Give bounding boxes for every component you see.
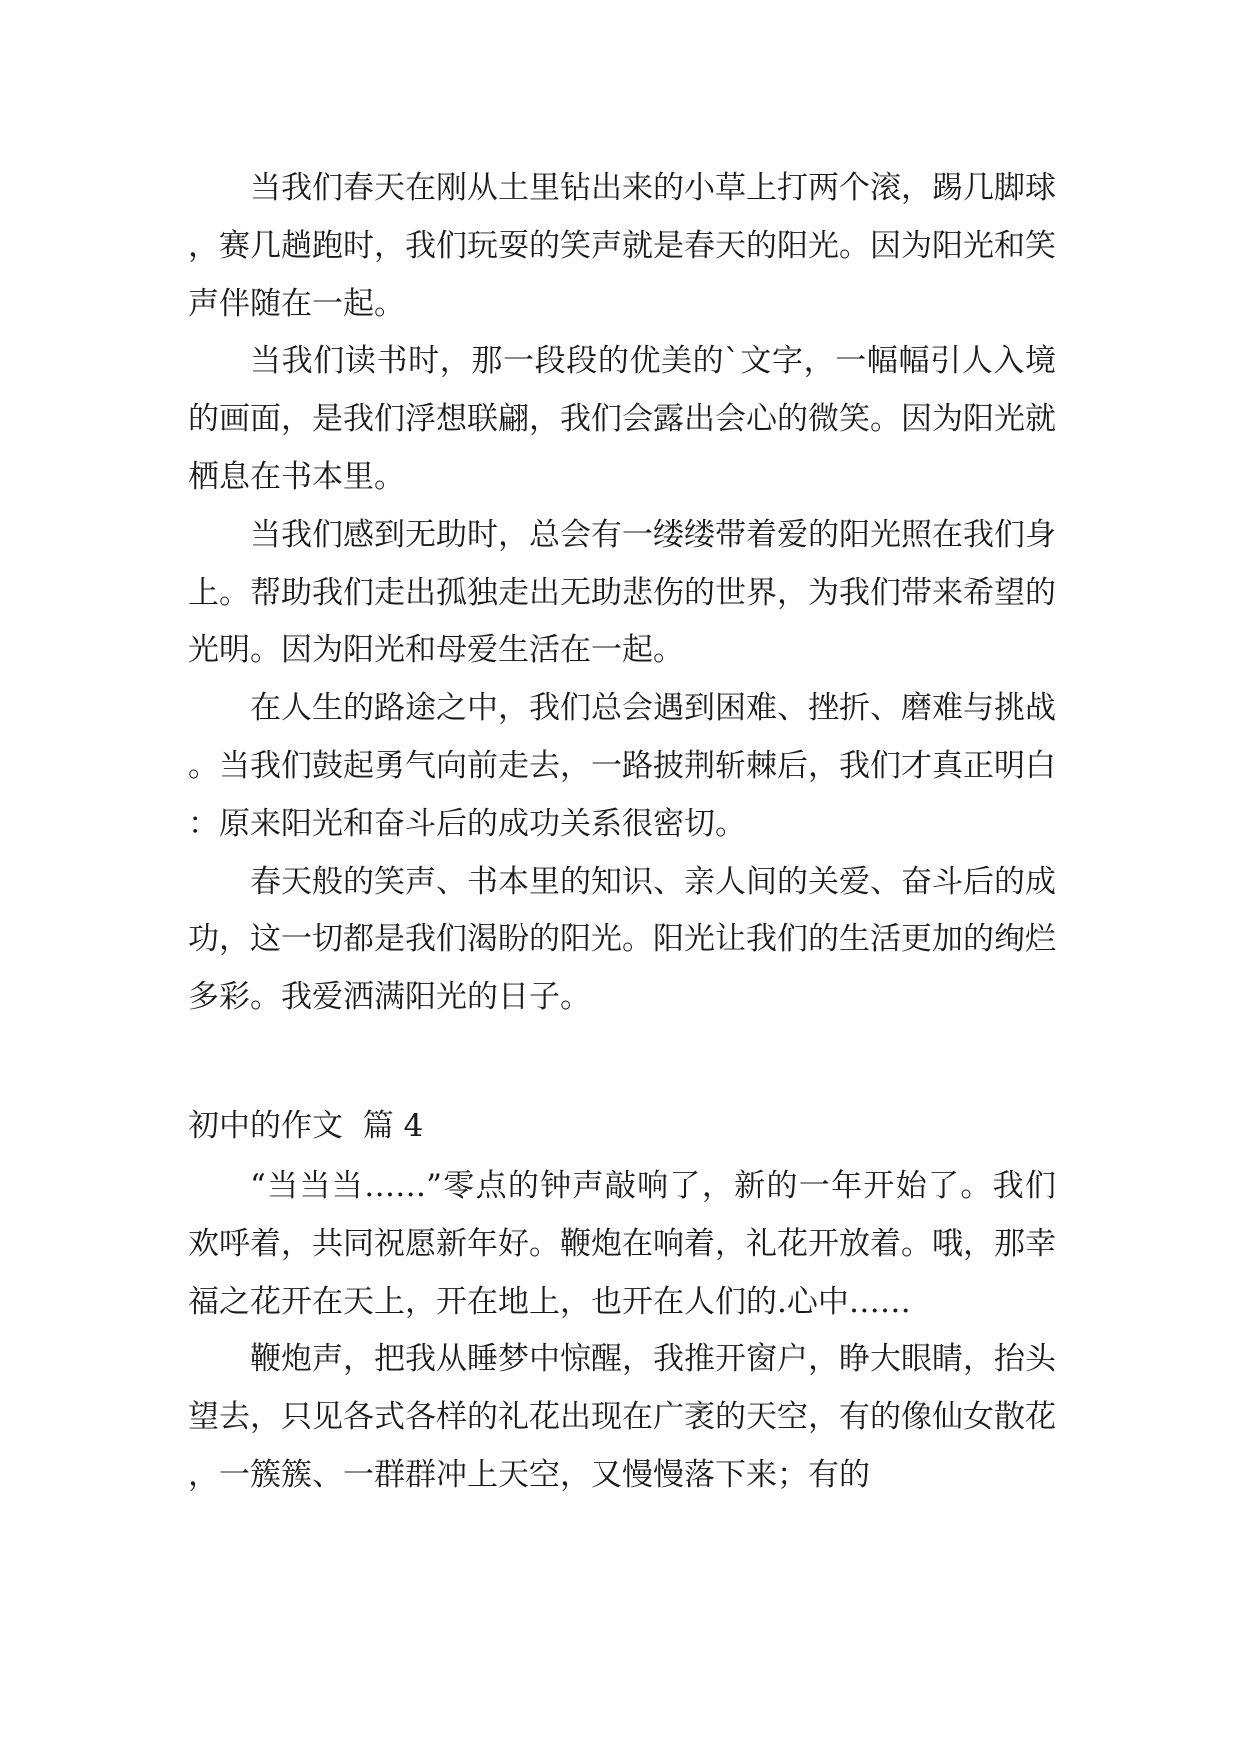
paragraph: 鞭炮声，把我从睡梦中惊醒，我推开窗户，睁大眼睛，抬头望去，只见各式各样的礼花出现在广袤的天空，有的像仙女散花，一簇簇、一群群冲上天空，又慢慢落下来；有的 (188, 1341, 1056, 1493)
article-body-part2 (188, 1158, 1056, 1505)
paragraph: 春天般的笑声、书本里的知识、亲人间的关爱、奋斗后的成功，这一切都是我们渴盼的阳光。阳光让我们的生活更加的绚烂多彩。我爱洒满阳光的日子。 (188, 863, 1056, 1016)
paragraph: 当我们读书时，那一段段的优美的`文字，一幅幅引人入境的画面，是我们浮想联翩，我们会露出会心的微笑。因为阳光就栖息在书本里。 (188, 343, 1056, 495)
article-body-part1 (188, 160, 1056, 1027)
paragraph: 当我们感到无助时，总会有一缕缕带着爱的阳光照在我们身上。帮助我们走出孤独走出无助悲伤的世界，为我们带来希望的光明。因为阳光和母爱生活在一起。 (188, 516, 1056, 669)
paragraph: 当我们春天在刚从土里钻出来的小草上打两个滚，踢几脚球，赛几趟跑时，我们玩耍的笑声就是春天的阳光。因为阳光和笑声伴随在一起。 (188, 170, 1056, 322)
paragraph: “当当当……”零点的钟声敲响了，新的一年开始了。我们欢呼着，共同祝愿新年好。鞭炮在响着，礼花开放着。哦，那幸福之花开在天上，开在地上，也开在人们的.心中…… (188, 1168, 1056, 1320)
section-heading: 初中的作文 篇 4 (188, 1108, 424, 1144)
paragraph: 在人生的路途之中，我们总会遇到困难、挫折、磨难与挑战。当我们鼓起勇气向前走去，一路披荆斩棘后，我们才真正明白：原来阳光和奋斗后的成功关系很密切。 (188, 690, 1056, 842)
